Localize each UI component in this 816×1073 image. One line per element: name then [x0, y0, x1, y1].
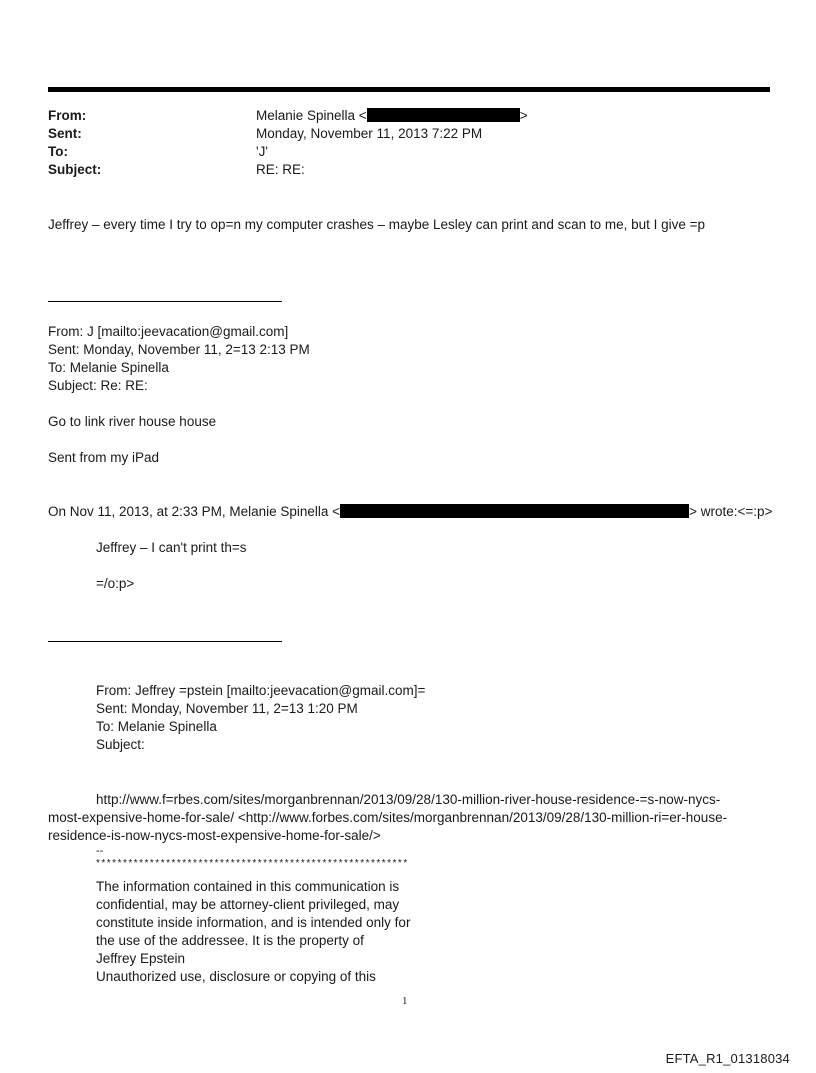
to-row: [48, 143, 768, 161]
link-line: residence-is-now-nycs-most-expensive-home-for-sale/>: [48, 828, 381, 843]
from-row: [48, 107, 768, 125]
quoted-line-2: =/o:p>: [96, 576, 135, 591]
body-line: Jeffrey – every time I try to op=n my computer crashes – maybe Lesley can print and scan to me, but I give =p: [48, 217, 706, 232]
reply1-to: To: Melanie Spinella: [48, 360, 169, 375]
reply2-from: From: Jeffrey =pstein [mailto:jeevacation@gmail.com]=: [96, 683, 426, 698]
reply1-from: From: J [mailto:jeevacation@gmail.com]: [48, 324, 289, 339]
reply-separator: [48, 641, 282, 642]
from-close: >: [519, 108, 528, 123]
sent-row: [48, 125, 768, 143]
disclaimer-line: the use of the addressee. It is the property of: [96, 933, 364, 948]
signature-dashes: --: [96, 845, 104, 857]
reply2-to: To: Melanie Spinella: [96, 719, 217, 734]
to-label: To:: [48, 144, 68, 159]
sent-value: Monday, November 11, 2013 7:22 PM: [256, 126, 483, 141]
sent-label: Sent:: [48, 126, 82, 141]
disclaimer-line: confidential, may be attorney-client privileged, may: [96, 897, 400, 912]
quoted-line-1: Jeffrey – I can't print th=s: [96, 540, 247, 555]
subject-label: Subject:: [48, 162, 102, 177]
subject-value: RE: RE:: [256, 162, 305, 177]
reply-separator: [48, 301, 282, 302]
signature-stars: **********************************************************: [96, 858, 409, 869]
redaction-bar: [367, 108, 520, 122]
page-number: 1: [402, 995, 408, 1007]
email-header: [48, 107, 768, 179]
on-wrote-prefix: On Nov 11, 2013, at 2:33 PM, Melanie Spinella <: [48, 504, 341, 519]
reply1-subject: Subject: Re: RE:: [48, 378, 148, 393]
to-value: 'J': [256, 144, 268, 159]
on-wrote-line: [48, 503, 772, 521]
reply1-sent: Sent: Monday, November 11, 2=13 2:13 PM: [48, 342, 310, 357]
disclaimer-line: Jeffrey Epstein: [96, 951, 186, 966]
link-line: http://www.f=rbes.com/sites/morganbrennan/2013/09/28/130-million-river-house-residence-=s-now-nycs-: [96, 792, 721, 807]
bates-number: EFTA_R1_01318034: [665, 1051, 790, 1066]
from-label: From:: [48, 108, 87, 123]
header-rule: [48, 87, 770, 92]
subject-row: [48, 161, 768, 179]
reply2-sent: Sent: Monday, November 11, 2=13 1:20 PM: [96, 701, 358, 716]
disclaimer-line: Unauthorized use, disclosure or copying of this: [96, 969, 376, 984]
redaction-bar: [340, 504, 689, 518]
disclaimer: [96, 878, 410, 986]
link-line: most-expensive-home-for-sale/ <http://www.forbes.com/sites/morganbrennan/2013/09/28/130-million-ri=er-house-: [48, 810, 728, 825]
reply1-signature: Sent from my iPad: [48, 450, 160, 465]
from-name: Melanie Spinella <: [256, 108, 367, 123]
on-wrote-suffix: > wrote:<=:p>: [689, 504, 773, 519]
disclaimer-line: The information contained in this communication is: [96, 879, 400, 894]
reply2-subject: Subject:: [96, 737, 145, 752]
reply1-message: Go to link river house house: [48, 414, 217, 429]
disclaimer-line: constitute inside information, and is intended only for: [96, 915, 411, 930]
from-value: [256, 107, 528, 125]
